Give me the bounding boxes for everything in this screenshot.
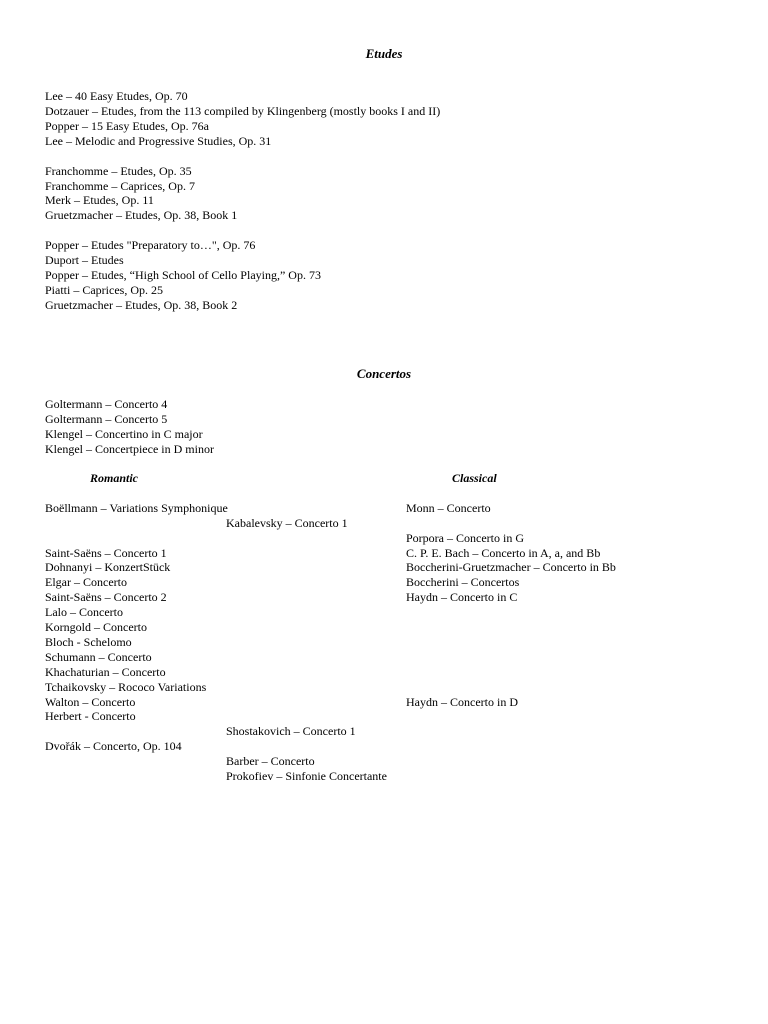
- etude-item: Dotzauer – Etudes, from the 113 compiled by Klingenberg (mostly books I and II): [45, 104, 441, 118]
- concerto-intro-item: Klengel – Concertino in C major: [45, 427, 203, 441]
- concerto-intro-item: Klengel – Concertpiece in D minor: [45, 442, 214, 456]
- etude-item: Duport – Etudes: [45, 253, 124, 267]
- romantic-item: Tchaikovsky – Rococo Variations: [45, 680, 207, 694]
- etude-item: Lee – 40 Easy Etudes, Op. 70: [45, 89, 188, 103]
- etudes-heading: Etudes: [365, 46, 403, 61]
- etude-item: Popper – Etudes, “High School of Cello Playing,” Op. 73: [45, 268, 321, 282]
- romantic-item: Boëllmann – Variations Symphonique: [45, 501, 228, 515]
- concerto-intro-item: Goltermann – Concerto 5: [45, 412, 168, 426]
- classical-item: Boccherini-Gruetzmacher – Concerto in Bb: [406, 560, 616, 574]
- romantic-item: Korngold – Concerto: [45, 620, 147, 634]
- classical-heading: Classical: [452, 471, 497, 485]
- romantic-item: Schumann – Concerto: [45, 650, 152, 664]
- etude-item: Popper – 15 Easy Etudes, Op. 76a: [45, 119, 209, 133]
- classical-item: C. P. E. Bach – Concerto in A, a, and Bb: [406, 546, 601, 560]
- classical-item: Haydn – Concerto in C: [406, 590, 518, 604]
- etude-item: Lee – Melodic and Progressive Studies, Op. 31: [45, 134, 272, 148]
- etude-item: Franchomme – Etudes, Op. 35: [45, 164, 192, 178]
- etude-item: Piatti – Caprices, Op. 25: [45, 283, 163, 297]
- classical-item: Haydn – Concerto in D: [406, 695, 518, 709]
- etude-item: Gruetzmacher – Etudes, Op. 38, Book 2: [45, 298, 238, 312]
- classical-item: Monn – Concerto: [406, 501, 491, 515]
- romantic-item: Dohnanyi – KonzertStück: [45, 560, 171, 574]
- etude-item: Franchomme – Caprices, Op. 7: [45, 179, 195, 193]
- romantic-item: Prokofiev – Sinfonie Concertante: [226, 769, 387, 783]
- romantic-item: Walton – Concerto: [45, 695, 136, 709]
- etude-item: Popper – Etudes "Preparatory to…", Op. 76: [45, 238, 256, 252]
- etude-item: Gruetzmacher – Etudes, Op. 38, Book 1: [45, 208, 238, 222]
- romantic-item: Elgar – Concerto: [45, 575, 127, 589]
- romantic-item: Saint-Saëns – Concerto 1: [45, 546, 167, 560]
- romantic-item: Lalo – Concerto: [45, 605, 123, 619]
- classical-item: Boccherini – Concertos: [406, 575, 520, 589]
- romantic-item: Bloch - Schelomo: [45, 635, 132, 649]
- concertos-heading: Concertos: [356, 366, 412, 381]
- romantic-item: Shostakovich – Concerto 1: [226, 724, 356, 738]
- classical-item: Porpora – Concerto in G: [406, 531, 524, 545]
- romantic-item: Herbert - Concerto: [45, 709, 136, 723]
- romantic-item: Saint-Saëns – Concerto 2: [45, 590, 167, 604]
- romantic-heading: Romantic: [90, 471, 139, 485]
- romantic-item: Khachaturian – Concerto: [45, 665, 166, 679]
- romantic-item: Barber – Concerto: [226, 754, 315, 768]
- concerto-intro-item: Goltermann – Concerto 4: [45, 397, 168, 411]
- romantic-item: Kabalevsky – Concerto 1: [226, 516, 348, 530]
- etude-item: Merk – Etudes, Op. 11: [45, 193, 154, 207]
- romantic-item: Dvořák – Concerto, Op. 104: [45, 739, 182, 753]
